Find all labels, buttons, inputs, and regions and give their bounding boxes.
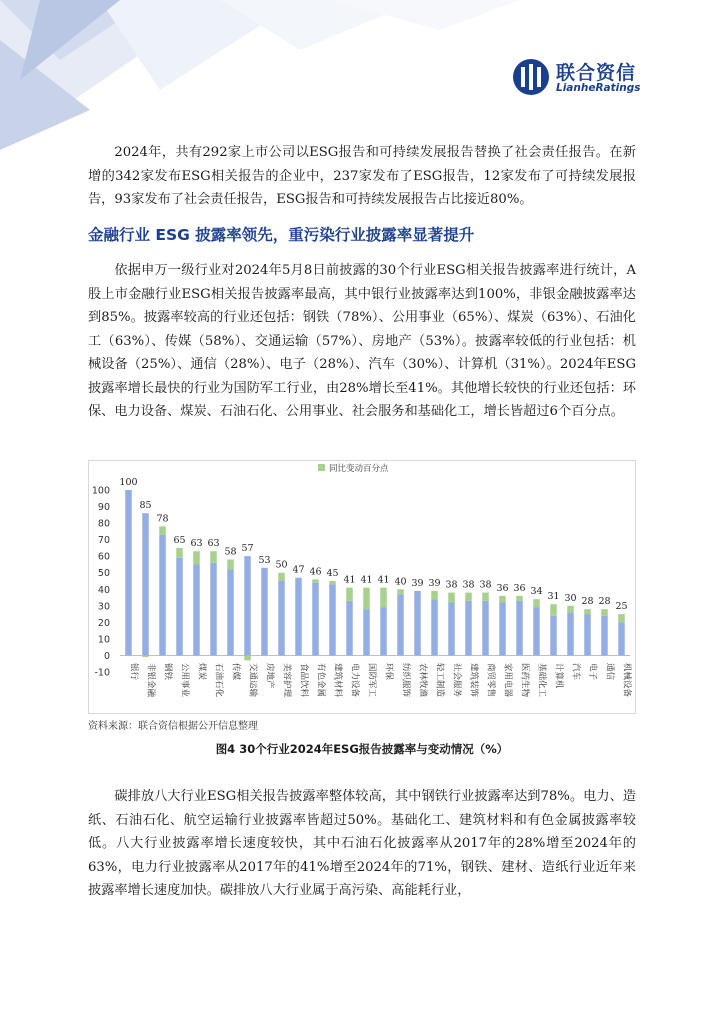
category-label: 银行 bbox=[128, 663, 139, 681]
data-label: 78 bbox=[156, 513, 169, 525]
data-label: 100 bbox=[119, 477, 138, 488]
bar-change bbox=[176, 548, 183, 558]
bar-base bbox=[261, 568, 268, 656]
data-label: 63 bbox=[207, 538, 220, 550]
bar-base bbox=[210, 563, 217, 656]
bar-change bbox=[618, 614, 625, 622]
bar-base bbox=[227, 569, 234, 655]
section-heading: 金融行业 ESG 披露率领先，重污染行业披露率显著提升 bbox=[88, 226, 475, 244]
data-label: 58 bbox=[224, 546, 237, 558]
logo-name-cn: 联合资信 bbox=[556, 62, 637, 84]
data-label: 46 bbox=[309, 566, 322, 578]
bar-base bbox=[499, 603, 506, 656]
bar-base bbox=[533, 607, 540, 655]
bar-base bbox=[295, 578, 302, 656]
data-label: 38 bbox=[479, 579, 492, 591]
y-tick-label: -10 bbox=[94, 667, 110, 679]
data-label: 45 bbox=[326, 568, 339, 579]
bar-base bbox=[329, 584, 336, 655]
category-label: 煤炭 bbox=[196, 663, 207, 681]
bar-change bbox=[278, 573, 285, 581]
y-tick-label: 0 bbox=[103, 650, 110, 662]
category-label: 传媒 bbox=[230, 663, 241, 681]
data-label: 41 bbox=[360, 574, 373, 586]
bar-change bbox=[312, 579, 319, 582]
bar-change bbox=[516, 596, 523, 601]
category-label: 基础化工 bbox=[536, 663, 547, 698]
data-label: 85 bbox=[139, 500, 152, 512]
data-label: 28 bbox=[598, 596, 611, 608]
data-label: 53 bbox=[258, 554, 271, 566]
data-label: 31 bbox=[547, 591, 560, 603]
bar-change bbox=[584, 609, 591, 614]
bar-change bbox=[329, 581, 336, 584]
bar-change bbox=[193, 551, 200, 564]
y-tick-label: 90 bbox=[97, 502, 110, 514]
legend-swatch bbox=[318, 464, 325, 471]
data-label: 36 bbox=[513, 582, 526, 594]
bar-change bbox=[499, 596, 506, 603]
bar-change bbox=[397, 589, 404, 594]
bar-base bbox=[601, 616, 608, 656]
paragraph-2: 依据申万一级行业对2024年5月8日前披露的30个行业ESG相关报告披露率进行统计，A股上市金融行业ESG相关报告披露率最高，其中银行业披露率达到100%，非银金融披露率达到85%。披露率较高的行业还包括：钢铁（78%）、公用事业（65%）、煤炭（63%）、石油化工（63%）、传媒（58%）、交通运输（57%）、房地产（53%）。披露率较低的行业包括：机械设备（25%）、通信（28%）、电子（28%）、汽车（30%）、计算机（31%）。2024年ESG披露率增长最快的行业为国防军工行业，由28%增长至41%。其他增长较快的行业还包括：环保、电力设备、煤炭、石油石化、公用事业、社会服务和基础化工，增长皆超过6个百分点。 bbox=[88, 263, 636, 419]
bar-change bbox=[363, 588, 370, 610]
category-label: 房地产 bbox=[264, 663, 275, 689]
category-label: 医药生物 bbox=[519, 663, 530, 698]
bar-base bbox=[244, 556, 251, 655]
bar-change bbox=[380, 588, 387, 608]
category-label: 电力设备 bbox=[349, 663, 360, 698]
data-label: 40 bbox=[394, 576, 407, 588]
bar-base bbox=[414, 591, 421, 656]
bar-base bbox=[584, 614, 591, 655]
y-tick-label: 50 bbox=[97, 568, 110, 580]
y-tick-label: 30 bbox=[97, 601, 110, 613]
category-label: 石油石化 bbox=[213, 663, 224, 698]
category-label: 国防军工 bbox=[366, 663, 377, 698]
category-label: 轻工制造 bbox=[434, 663, 445, 698]
y-tick-label: 40 bbox=[97, 584, 110, 596]
bar-change bbox=[533, 599, 540, 607]
data-label: 57 bbox=[241, 543, 254, 555]
data-label: 63 bbox=[190, 538, 203, 550]
category-label: 农林牧渔 bbox=[417, 663, 428, 698]
y-tick-label: 10 bbox=[97, 634, 110, 646]
category-label: 公用事业 bbox=[179, 663, 190, 698]
bar-base bbox=[278, 581, 285, 655]
bar-base bbox=[567, 612, 574, 655]
y-tick-label: 60 bbox=[97, 551, 110, 563]
bar-base bbox=[397, 594, 404, 655]
category-label: 建筑材料 bbox=[332, 663, 343, 698]
bar-change bbox=[550, 604, 557, 616]
logo-icon bbox=[512, 58, 550, 96]
data-label: 50 bbox=[275, 559, 288, 571]
data-label: 41 bbox=[343, 574, 356, 586]
category-label: 汽车 bbox=[570, 663, 581, 681]
data-label: 28 bbox=[581, 596, 594, 608]
bar-change bbox=[448, 593, 455, 603]
bar-change bbox=[142, 655, 149, 657]
bar-base bbox=[312, 583, 319, 656]
category-label: 建筑装饰 bbox=[468, 663, 479, 698]
data-label: 38 bbox=[462, 579, 475, 591]
bar-change bbox=[244, 655, 251, 660]
data-label: 38 bbox=[445, 579, 458, 591]
bar-change bbox=[465, 593, 472, 601]
category-label: 非银金融 bbox=[145, 663, 156, 698]
paragraph-3: 碳排放八大行业ESG相关报告披露率整体较高，其中钢铁行业披露率达到78%。电力、造纸、石油石化、航空运输行业披露率皆超过50%。基础化工、建筑材料和有色金属披露率较低。八大行业披露率增长速度较快，其中石油石化披露率从2017年的28%增至2024年的63%，电力行业披露率从2017年的41%增至2024年的71%，钢铁、建材、造纸行业近年来披露率增长速度加快。碳排放八大行业属于高污染、高能耗行业， bbox=[88, 789, 636, 898]
y-tick-label: 100 bbox=[91, 485, 110, 497]
bar-change bbox=[159, 526, 166, 534]
category-label: 机械设备 bbox=[621, 663, 632, 698]
data-label: 25 bbox=[615, 601, 628, 613]
category-label: 纺织服饰 bbox=[400, 663, 411, 698]
bar-base bbox=[618, 622, 625, 655]
category-label: 有色金属 bbox=[315, 663, 326, 698]
bar-base bbox=[176, 558, 183, 656]
bar-change bbox=[227, 559, 234, 569]
data-label: 41 bbox=[377, 574, 390, 586]
y-tick-label: 20 bbox=[97, 617, 110, 629]
y-tick-label: 70 bbox=[97, 535, 110, 547]
category-label: 环保 bbox=[383, 663, 394, 681]
category-label: 通信 bbox=[604, 663, 615, 681]
data-label: 65 bbox=[173, 534, 186, 546]
category-label: 商贸零售 bbox=[485, 663, 496, 698]
y-tick-label: 80 bbox=[97, 518, 110, 530]
data-label: 36 bbox=[496, 582, 509, 594]
data-label: 34 bbox=[530, 586, 543, 598]
bar-base bbox=[193, 564, 200, 655]
bar-base bbox=[363, 609, 370, 655]
bar-change bbox=[601, 609, 608, 616]
data-label: 47 bbox=[292, 564, 305, 576]
logo-name-en: LianheRatings bbox=[556, 82, 641, 94]
data-label: 39 bbox=[411, 577, 424, 589]
bar-base bbox=[516, 601, 523, 656]
category-label: 食品饮料 bbox=[298, 663, 309, 698]
category-label: 家用电器 bbox=[502, 663, 513, 698]
bar-change bbox=[482, 593, 489, 601]
bar-base bbox=[125, 490, 132, 655]
bar-base bbox=[380, 607, 387, 655]
paragraph-1: 2024年，共有292家上市公司以ESG报告和可持续发展报告替换了社会责任报告。在新增的342家发布ESG相关报告的企业中，237家发布了ESG报告，12家发布了可持续发展报告，93家发布了社会责任报告，ESG报告和可持续发展报告占比接近80%。 bbox=[88, 145, 636, 207]
bar-base bbox=[159, 535, 166, 656]
bar-base bbox=[448, 603, 455, 656]
bar-change bbox=[210, 551, 217, 563]
category-label: 计算机 bbox=[553, 663, 564, 689]
data-label: 39 bbox=[428, 577, 441, 589]
category-label: 交通运输 bbox=[247, 663, 258, 698]
bar-change bbox=[567, 606, 574, 613]
bar-base bbox=[550, 616, 557, 656]
bar-base bbox=[431, 599, 438, 655]
bar-base bbox=[346, 601, 353, 656]
bar-base bbox=[142, 513, 149, 655]
bar-base bbox=[465, 601, 472, 656]
category-label: 社会服务 bbox=[451, 663, 462, 698]
bar-change bbox=[346, 588, 353, 601]
chart-svg bbox=[88, 460, 636, 714]
chart-source: 资料来源：联合资信根据公开信息整理 bbox=[88, 721, 258, 732]
category-label: 钢铁 bbox=[162, 663, 173, 681]
bar-change bbox=[431, 591, 438, 599]
category-label: 电子 bbox=[587, 663, 598, 681]
legend-label: 同比变动百分点 bbox=[329, 464, 389, 474]
bar-base bbox=[482, 601, 489, 656]
figure-caption: 图4 30个行业2024年ESG报告披露率与变动情况（%） bbox=[215, 742, 509, 756]
company-logo bbox=[512, 56, 642, 100]
category-label: 美容护理 bbox=[281, 663, 292, 698]
esg-disclosure-chart bbox=[88, 460, 636, 714]
data-label: 30 bbox=[564, 592, 577, 604]
